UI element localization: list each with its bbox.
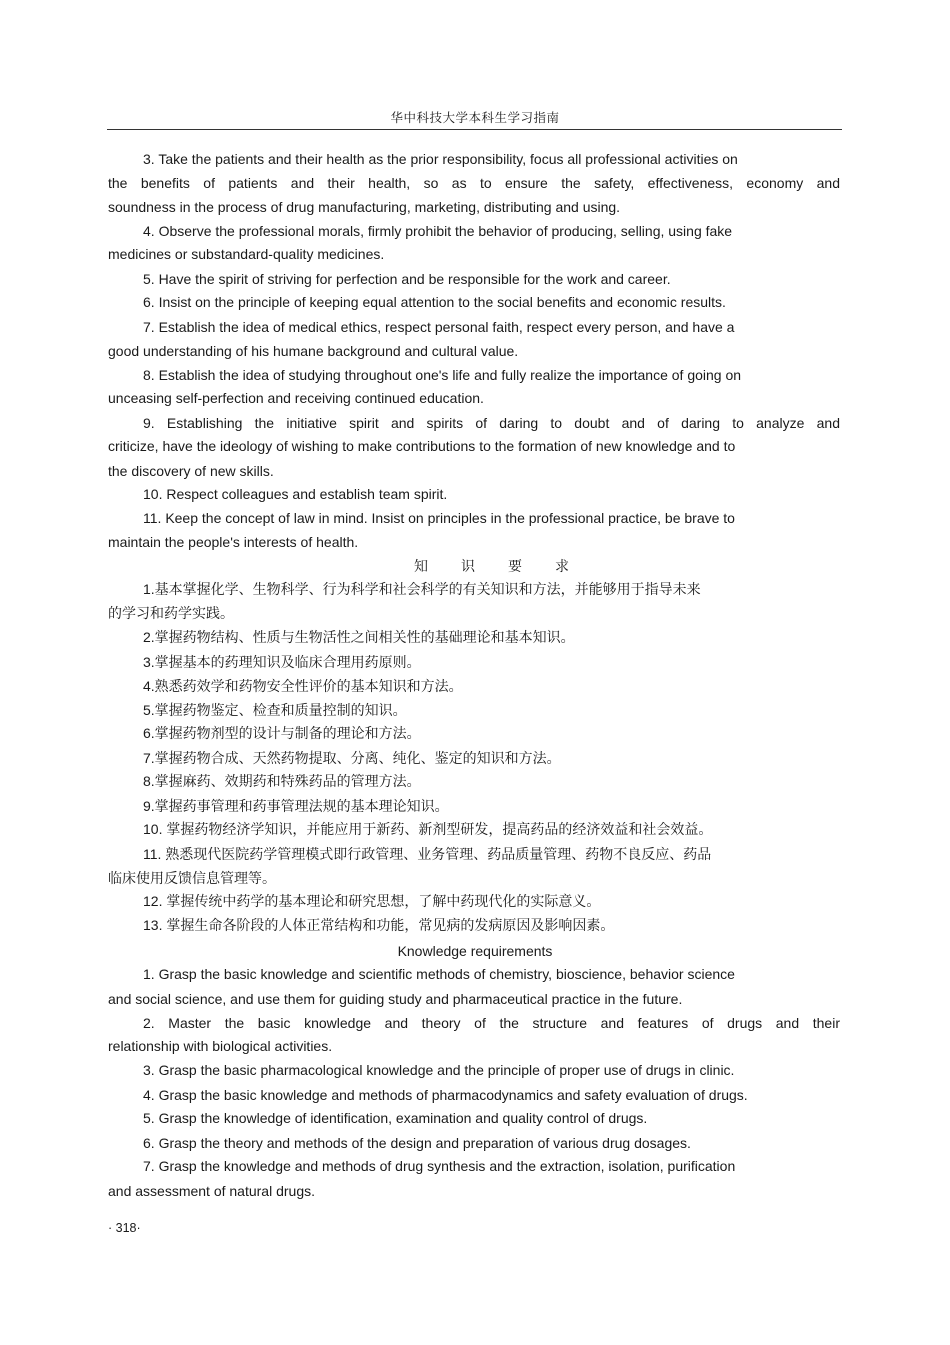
text-line: 3. Grasp the basic pharmacological knowledge and the principle of proper use of drugs in clinic.	[143, 1062, 735, 1078]
text-line: 8. Establish the idea of studying throughout one's life and fully realize the importance of going on	[143, 367, 742, 383]
text-line: 8.掌握麻药、效期药和特殊药品的管理方法。	[143, 773, 421, 789]
text-line: 7. Establish the idea of medical ethics, respect personal faith, respect every person, and have a	[143, 319, 735, 335]
text-line: 的学习和药学实践。	[108, 605, 234, 621]
text-line: 4. Grasp the basic knowledge and methods of pharmacodynamics and safety evaluation of drugs.	[143, 1087, 748, 1103]
text-line: 10. 掌握药物经济学知识，并能应用于新药、新剂型研发，提高药品的经济效益和社会效益。	[143, 821, 713, 837]
text-line: 7. Grasp the knowledge and methods of drug synthesis and the extraction, isolation, purification	[143, 1158, 736, 1174]
page-number: · 318·	[108, 1221, 141, 1235]
header-rule	[107, 129, 842, 130]
text-line: 11. Keep the concept of law in mind. Insist on principles in the professional practice, be brave to	[143, 510, 735, 526]
text-line: 4. Observe the professional morals, firmly prohibit the behavior of producing, selling, using fake	[143, 223, 733, 239]
text-line: medicines or substandard-quality medicines.	[108, 246, 385, 262]
text-line: 4.熟悉药效学和药物安全性评价的基本知识和方法。	[143, 678, 463, 694]
text-line: 9. Establishing the initiative spirit and spirits of daring to doubt and of daring to analyze and	[143, 415, 840, 431]
text-line: the discovery of new skills.	[108, 463, 274, 479]
text-line: 1. Grasp the basic knowledge and scientific methods of chemistry, bioscience, behavior science	[143, 966, 735, 982]
text-line: 11. 熟悉现代医院药学管理模式即行政管理、业务管理、药品质量管理、药物不良反应、药品	[143, 846, 712, 862]
text-line: soundness in the process of drug manufacturing, marketing, distributing and using.	[108, 199, 621, 215]
text-line: maintain the people's interests of health.	[108, 534, 359, 550]
text-line: 6. Grasp the theory and methods of the design and preparation of various drug dosages.	[143, 1135, 691, 1151]
text-line: 12. 掌握传统中药学的基本理论和研究思想，了解中药现代化的实际意义。	[143, 893, 601, 909]
text-line: 7.掌握药物合成、天然药物提取、分离、纯化、鉴定的知识和方法。	[143, 750, 561, 766]
text-line: unceasing self-perfection and receiving continued education.	[108, 390, 484, 406]
section-heading-chinese: 知识要求	[414, 558, 602, 574]
text-line: 1.基本掌握化学、生物科学、行为科学和社会科学的有关知识和方法，并能够用于指导未来	[143, 581, 701, 597]
text-line: 6.掌握药物剂型的设计与制备的理论和方法。	[143, 725, 421, 741]
text-line: the benefits of patients and their health, so as to ensure the safety, effectiveness, economy and	[108, 175, 840, 191]
text-line: 13. 掌握生命各阶段的人体正常结构和功能，常见病的发病原因及影响因素。	[143, 917, 615, 933]
text-line: good understanding of his humane background and cultural value.	[108, 343, 519, 359]
text-line: 5. Have the spirit of striving for perfection and be responsible for the work and career.	[143, 271, 671, 287]
text-line: 临床使用反馈信息管理等。	[108, 870, 276, 886]
text-line: 10. Respect colleagues and establish team spirit.	[143, 486, 448, 502]
text-line: 3.掌握基本的药理知识及临床合理用药原则。	[143, 654, 421, 670]
text-line: 2. Master the basic knowledge and theory of the structure and features of drugs and their	[143, 1015, 840, 1031]
text-line: and assessment of natural drugs.	[108, 1183, 316, 1199]
text-line: 5.掌握药物鉴定、检查和质量控制的知识。	[143, 702, 407, 718]
text-line: 5. Grasp the knowledge of identification, examination and quality control of drugs.	[143, 1110, 648, 1126]
text-line: 6. Insist on the principle of keeping equal attention to the social benefits and economic results.	[143, 294, 726, 310]
text-line: 9.掌握药事管理和药事管理法规的基本理论知识。	[143, 798, 449, 814]
text-line: 2.掌握药物结构、性质与生物活性之间相关性的基础理论和基本知识。	[143, 629, 575, 645]
text-line: relationship with biological activities.	[108, 1038, 333, 1054]
text-line: and social science, and use them for guiding study and pharmaceutical practice in the future.	[108, 991, 683, 1007]
section-heading-english: Knowledge requirements	[397, 943, 553, 959]
text-line: criticize, have the ideology of wishing to make contributions to the formation of new knowledge and to	[108, 438, 736, 454]
running-header: 华中科技大学本科生学习指南	[390, 111, 560, 125]
text-line: 3. Take the patients and their health as the prior responsibility, focus all professional activities on	[143, 151, 738, 167]
